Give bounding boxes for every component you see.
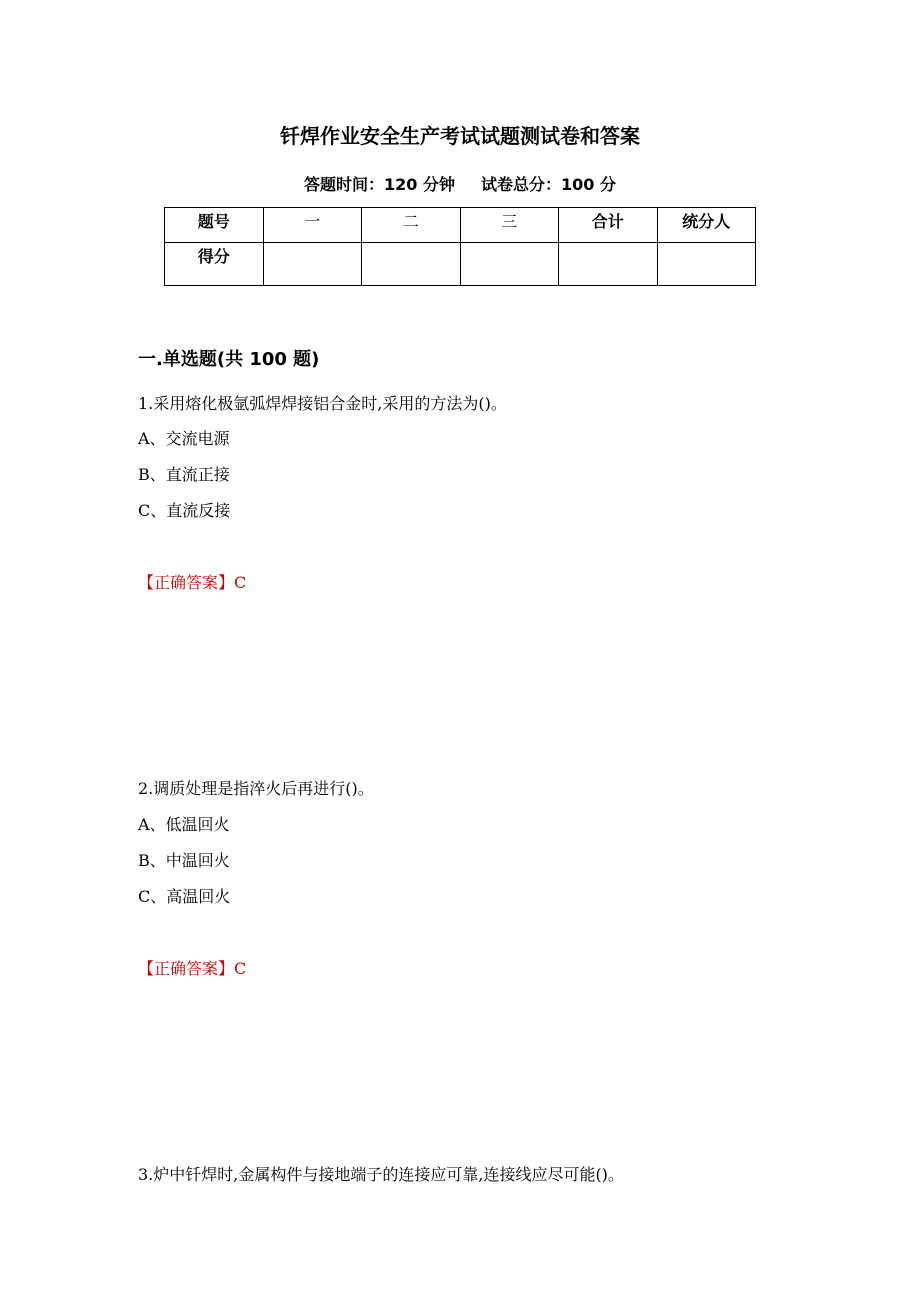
score-table-score-row (165, 243, 756, 286)
score-cell (559, 243, 658, 286)
question-option: B、直流正接 (138, 465, 230, 484)
score-header-cell: 一 (263, 208, 362, 243)
score-cell (460, 243, 559, 286)
question-option: C、直流反接 (138, 501, 231, 520)
exam-time: 答题时间：120 分钟 (304, 175, 455, 194)
exam-meta (0, 173, 920, 197)
score-header-cell: 题号 (165, 208, 264, 243)
correct-answer: 【正确答案】C (138, 573, 247, 592)
score-header-cell: 二 (362, 208, 461, 243)
exam-total-score: 试卷总分：100 分 (481, 175, 616, 194)
question-option: C、高温回火 (138, 887, 231, 906)
score-cell (362, 243, 461, 286)
score-cell (657, 243, 756, 286)
question-stem: 3.炉中钎焊时,金属构件与接地端子的连接应可靠,连接线应尽可能()。 (138, 1165, 624, 1184)
section-heading: 一.单选题(共 100 题) (138, 349, 320, 370)
question-stem: 2.调质处理是指淬火后再进行()。 (138, 779, 374, 798)
score-table-header-row (165, 208, 756, 243)
score-header-cell: 三 (460, 208, 559, 243)
score-cell (263, 243, 362, 286)
score-row-label: 得分 (165, 243, 264, 286)
score-header-cell: 合计 (559, 208, 658, 243)
question-stem: 1.采用熔化极氩弧焊焊接铝合金时,采用的方法为()。 (138, 394, 507, 413)
score-table (164, 207, 756, 286)
page-title: 钎焊作业安全生产考试试题测试卷和答案 (280, 124, 640, 148)
question-option: A、交流电源 (138, 429, 230, 448)
score-header-cell: 统分人 (657, 208, 756, 243)
question-option: B、中温回火 (138, 851, 230, 870)
correct-answer: 【正确答案】C (138, 959, 247, 978)
question-option: A、低温回火 (138, 815, 230, 834)
